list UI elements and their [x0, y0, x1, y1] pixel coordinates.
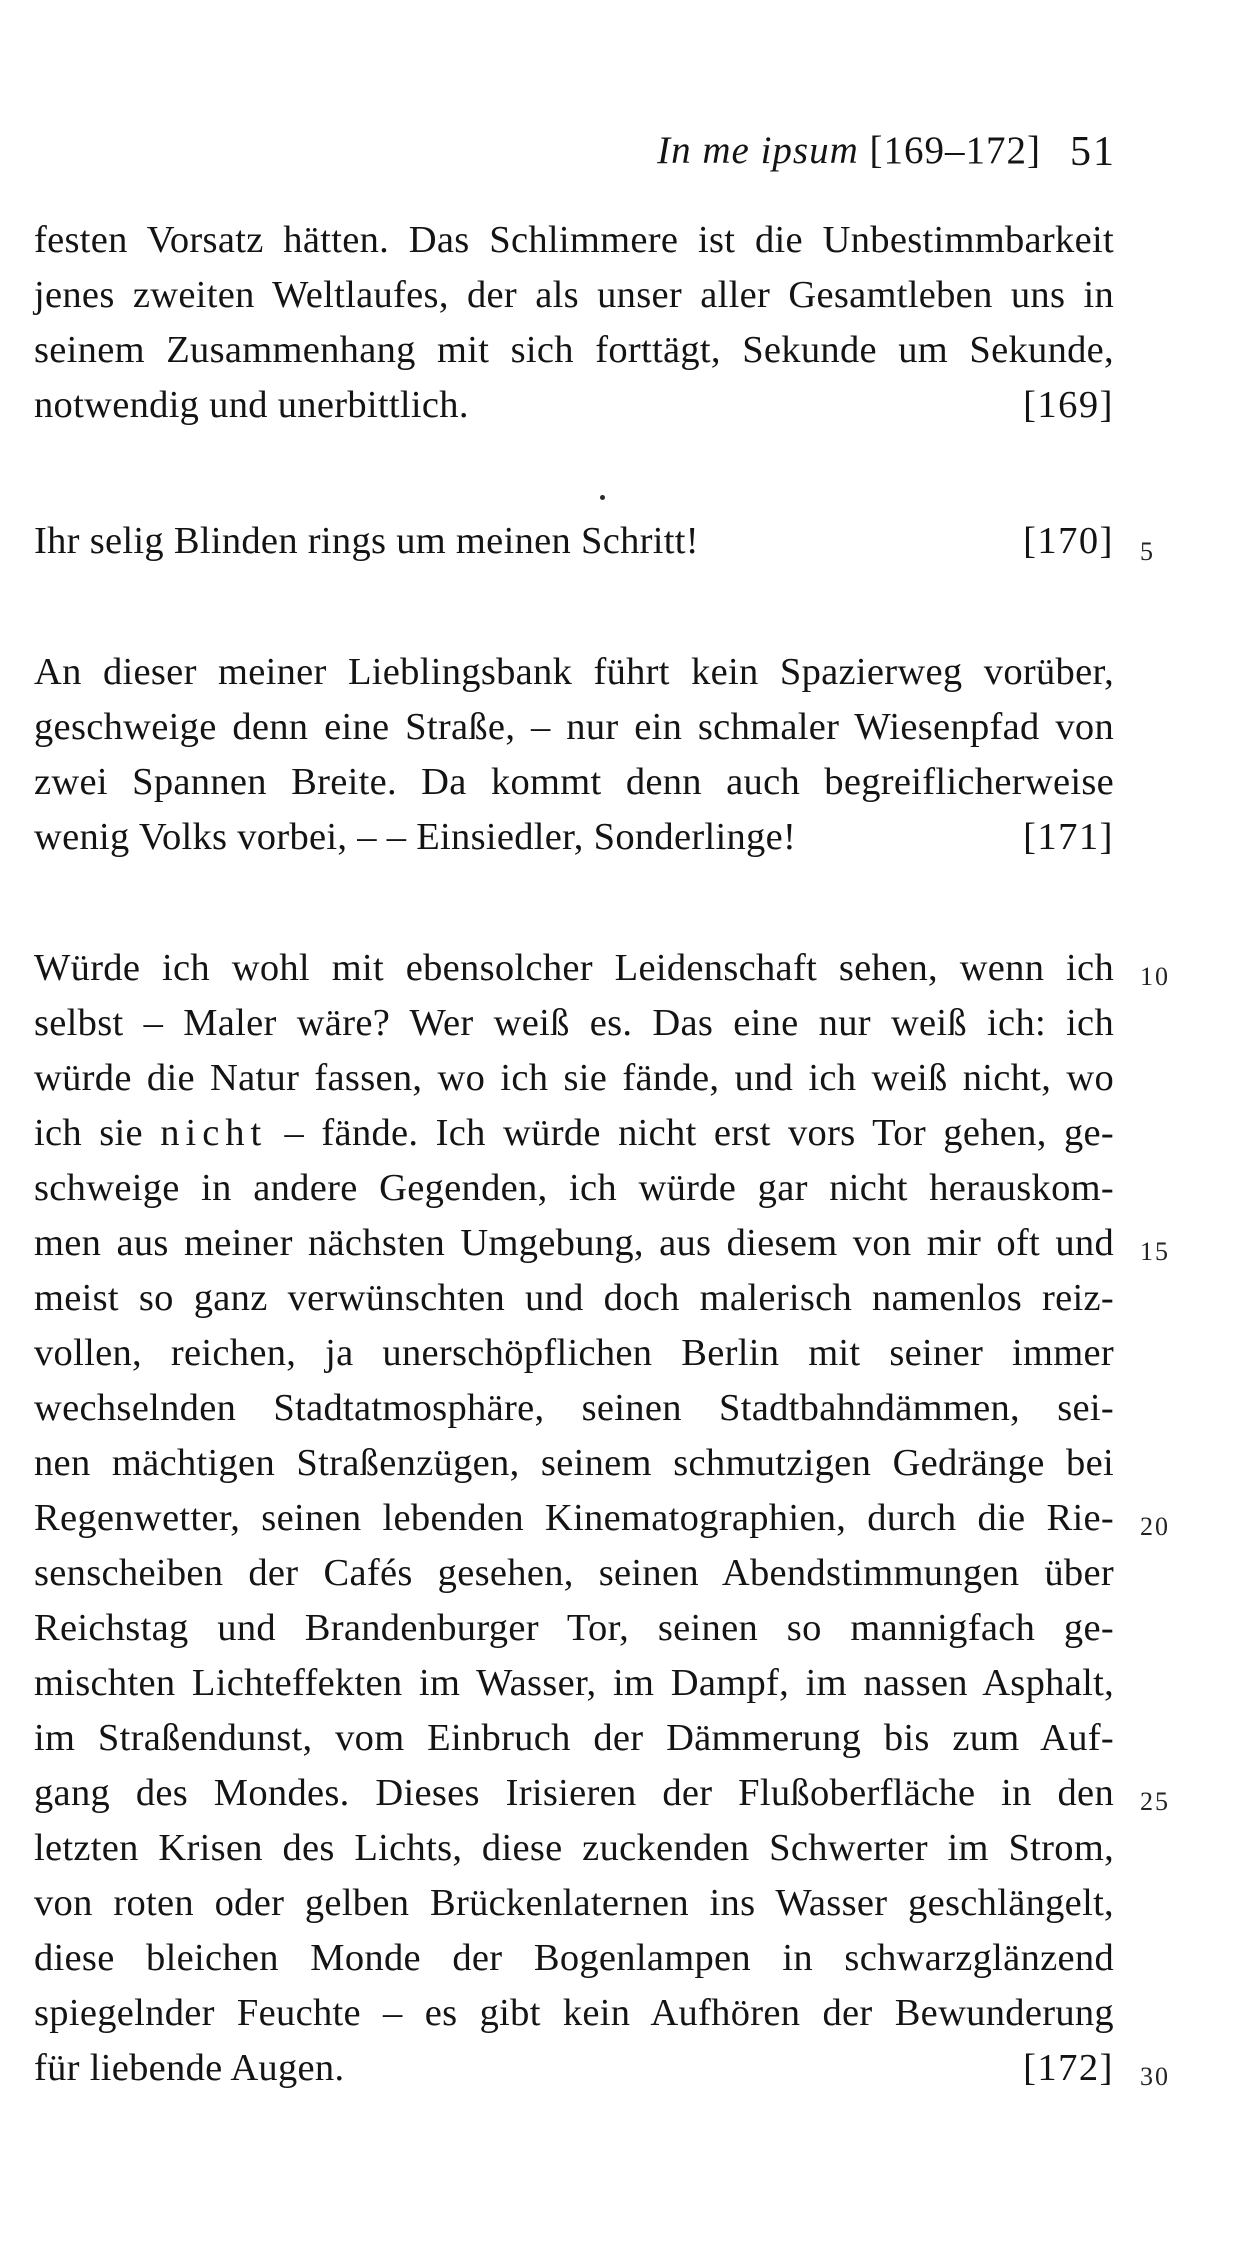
text-line: für liebende Augen. [34, 2047, 345, 2089]
section-dot [600, 495, 605, 500]
text-line: zwei Spannen Breite. Da kommt denn auch begreiflicherweise [34, 761, 1114, 803]
text-line [34, 1106, 1114, 1161]
text-line: meist so ganz verwünschten und doch malerisch namenlos reiz- [34, 1277, 1114, 1319]
text-line-last [34, 514, 1114, 569]
entry-reference: [169] [1023, 384, 1114, 426]
text-line: würde die Natur fassen, wo ich sie fände, und ich weiß nicht, wo [34, 1057, 1114, 1099]
text-line: letzten Krisen des Lichts, diese zuckenden Schwerter im Strom, [34, 1827, 1114, 1869]
text-line: notwendig und unerbittlich. [34, 384, 469, 426]
text-line: mischten Lichteffekten im Wasser, im Dampf, im nassen Asphalt, [34, 1662, 1114, 1704]
running-head [0, 128, 1246, 188]
margin-line-number: 5 [1140, 537, 1155, 566]
text-line-start: ich sie [34, 1112, 161, 1154]
text-line: seinem Zusammenhang mit sich forttägt, Sekunde um Sekunde, [34, 329, 1114, 371]
text-line: diese bleichen Monde der Bogenlampen in schwarzglänzend [34, 1937, 1114, 1979]
text-line: nen mächtigen Straßenzügen, seinem schmutzigen Gedränge bei [34, 1442, 1114, 1484]
margin-line-number: 20 [1140, 1512, 1170, 1541]
text-line: vollen, reichen, ja unerschöpflichen Berlin mit seiner immer [34, 1332, 1114, 1374]
text-line: Ihr selig Blinden rings um meinen Schritt! [34, 520, 699, 562]
text-line: von roten oder gelben Brückenlaternen ins Wasser geschlängelt, [34, 1882, 1114, 1924]
text-line: im Straßendunst, vom Einbruch der Dämmerung bis zum Auf- [34, 1717, 1114, 1759]
text-line: Reichstag und Brandenburger Tor, seinen so mannigfach ge- [34, 1607, 1114, 1649]
entry-reference: [171] [1023, 816, 1114, 858]
margin-line-number: 25 [1140, 1787, 1170, 1816]
text-line-rest: – fände. Ich würde nicht erst vors Tor gehen, ge- [267, 1112, 1114, 1154]
text-line: gang des Mondes. Dieses Irisieren der Flußoberfläche in den [34, 1772, 1114, 1814]
margin-line-number: 10 [1140, 962, 1170, 991]
text-line: festen Vorsatz hätten. Das Schlimmere ist die Unbestimmbarkeit [34, 219, 1114, 261]
text-line: wechselnden Stadtatmosphäre, seinen Stadtbahndämmen, sei- [34, 1387, 1114, 1429]
entry-reference: [172] [1023, 2047, 1114, 2089]
running-title-italic: In me ipsum [657, 129, 859, 172]
text-line-last [34, 810, 1114, 865]
running-title-range: [169–172] [869, 129, 1041, 172]
text-line-last [34, 2041, 1114, 2096]
text-line: senscheiben der Cafés gesehen, seinen Abendstimmungen über [34, 1552, 1114, 1594]
text-line-last [34, 378, 1114, 433]
entry-reference: [170] [1023, 520, 1114, 562]
text-line: geschweige denn eine Straße, – nur ein schmaler Wiesenpfad von [34, 706, 1114, 748]
margin-line-number: 15 [1140, 1237, 1170, 1266]
text-line: selbst – Maler wäre? Wer weiß es. Das eine nur weiß ich: ich [34, 1002, 1114, 1044]
text-line: jenes zweiten Weltlaufes, der als unser aller Gesamtleben uns in [34, 274, 1114, 316]
page-number: 51 [1070, 129, 1116, 175]
running-title [657, 128, 1041, 173]
text-line: men aus meiner nächsten Umgebung, aus diesem von mir oft und [34, 1222, 1114, 1264]
text-line: Regenwetter, seinen lebenden Kinematographien, durch die Rie- [34, 1497, 1114, 1539]
text-line: schweige in andere Gegenden, ich würde gar nicht herauskom- [34, 1167, 1114, 1209]
spaced-word: nicht [160, 1112, 268, 1154]
text-line: Würde ich wohl mit ebensolcher Leidenschaft sehen, wenn ich [34, 947, 1114, 989]
text-line: An dieser meiner Lieblingsbank führt kein Spazierweg vorüber, [34, 651, 1114, 693]
text-line: wenig Volks vorbei, – – Einsiedler, Sonderlinge! [34, 816, 797, 858]
margin-line-number: 30 [1140, 2062, 1170, 2091]
text-line: spiegelnder Feuchte – es gibt kein Aufhören der Bewunderung [34, 1992, 1114, 2034]
